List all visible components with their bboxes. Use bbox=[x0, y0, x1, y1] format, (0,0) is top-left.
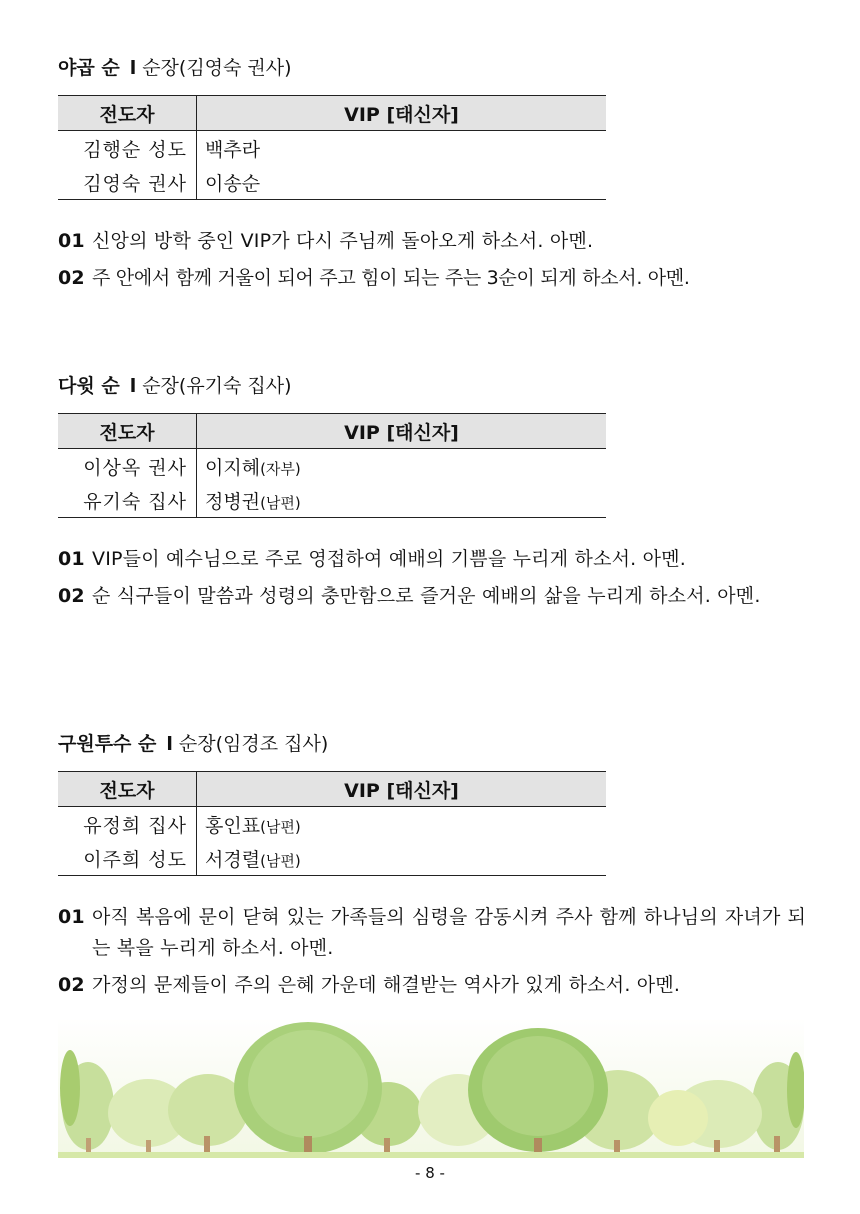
prayer-number: 02 bbox=[58, 974, 85, 996]
vip-cell bbox=[197, 807, 607, 842]
prayer-text: 아직 복음에 문이 닫혀 있는 가족들의 심령을 감동시켜 주사 함께 하나님의 자녀가 되는 복을 누리게 하소서. 아멘. bbox=[92, 906, 806, 959]
table-row bbox=[58, 807, 606, 842]
group-name: 다윗 순 bbox=[58, 375, 120, 397]
evangelist-cell: 이주희 성도 bbox=[58, 841, 197, 876]
prayer-item bbox=[58, 970, 806, 1001]
page-number: - 8 - bbox=[415, 1164, 445, 1182]
section-rescue-pitcher bbox=[58, 731, 806, 1007]
vip-cell bbox=[197, 483, 607, 518]
prayer-item bbox=[58, 544, 806, 575]
prayer-item bbox=[58, 581, 806, 612]
section-jacob bbox=[58, 55, 806, 300]
prayer-number: 01 bbox=[58, 230, 85, 252]
prayer-number: 02 bbox=[58, 585, 85, 607]
prayer-number: 01 bbox=[58, 906, 85, 928]
evangelist-cell: 김영숙 권사 bbox=[58, 165, 197, 200]
title-separator: l bbox=[129, 375, 137, 397]
prayer-number: 02 bbox=[58, 267, 85, 289]
header-vip: VIP [태신자] bbox=[197, 772, 607, 807]
table-row bbox=[58, 165, 606, 200]
section-title bbox=[58, 55, 806, 81]
vip-name: 서경렬 bbox=[205, 848, 261, 871]
section-title bbox=[58, 731, 806, 757]
vip-name: 백추라 bbox=[205, 138, 261, 161]
table-row bbox=[58, 483, 606, 518]
vip-cell bbox=[197, 449, 607, 484]
prayer-text: 주 안에서 함께 거울이 되어 주고 힘이 되는 주는 3순이 되게 하소서. 아멘. bbox=[92, 267, 690, 289]
group-name: 구원투수 순 bbox=[58, 733, 157, 755]
prayer-text: 순 식구들이 말씀과 성령의 충만함으로 즐거운 예배의 삶을 누리게 하소서. 아멘. bbox=[92, 585, 761, 607]
header-evangelist: 전도자 bbox=[58, 772, 197, 807]
group-leader: 순장(임경조 집사) bbox=[178, 733, 329, 755]
vip-name: 이지혜 bbox=[205, 456, 261, 479]
vip-name: 정병권 bbox=[205, 490, 261, 513]
prayer-item bbox=[58, 226, 806, 257]
table-row bbox=[58, 841, 606, 876]
prayer-item bbox=[58, 263, 806, 294]
vip-relation: (남편) bbox=[260, 817, 301, 836]
header-evangelist: 전도자 bbox=[58, 414, 197, 449]
vip-relation: (자부) bbox=[260, 459, 301, 478]
forest-trees-illustration bbox=[58, 1018, 804, 1158]
evangelism-table bbox=[58, 95, 606, 200]
section-title bbox=[58, 373, 806, 399]
evangelism-table bbox=[58, 771, 606, 876]
group-name: 야곱 순 bbox=[58, 57, 120, 79]
evangelist-cell: 김행순 성도 bbox=[58, 131, 197, 166]
vip-name: 이송순 bbox=[205, 172, 261, 195]
header-vip: VIP [태신자] bbox=[197, 414, 607, 449]
prayer-list bbox=[58, 902, 806, 1001]
prayer-list bbox=[58, 226, 806, 294]
section-david bbox=[58, 373, 806, 618]
vip-cell bbox=[197, 165, 607, 200]
group-leader: 순장(김영숙 권사) bbox=[142, 57, 292, 79]
evangelism-table bbox=[58, 413, 606, 518]
vip-relation: (남편) bbox=[260, 851, 301, 870]
vip-name: 홍인표 bbox=[205, 814, 261, 837]
prayer-item bbox=[58, 902, 806, 964]
vip-relation: (남편) bbox=[260, 493, 301, 512]
title-separator: l bbox=[129, 57, 137, 79]
prayer-text: 가정의 문제들이 주의 은혜 가운데 해결받는 역사가 있게 하소서. 아멘. bbox=[92, 974, 681, 996]
group-leader: 순장(유기숙 집사) bbox=[142, 375, 292, 397]
header-evangelist: 전도자 bbox=[58, 96, 197, 131]
prayer-text: 신앙의 방학 중인 VIP가 다시 주님께 돌아오게 하소서. 아멘. bbox=[92, 230, 594, 252]
evangelist-cell: 이상옥 권사 bbox=[58, 449, 197, 484]
prayer-text: VIP들이 예수님으로 주로 영접하여 예배의 기쁨을 누리게 하소서. 아멘. bbox=[92, 548, 687, 570]
table-row bbox=[58, 131, 606, 166]
vip-cell bbox=[197, 841, 607, 876]
table-row bbox=[58, 449, 606, 484]
title-separator: l bbox=[166, 733, 173, 755]
prayer-number: 01 bbox=[58, 548, 85, 570]
evangelist-cell: 유기숙 집사 bbox=[58, 483, 197, 518]
evangelist-cell: 유정희 집사 bbox=[58, 807, 197, 842]
prayer-list bbox=[58, 544, 806, 612]
vip-cell bbox=[197, 131, 607, 166]
header-vip: VIP [태신자] bbox=[197, 96, 607, 131]
